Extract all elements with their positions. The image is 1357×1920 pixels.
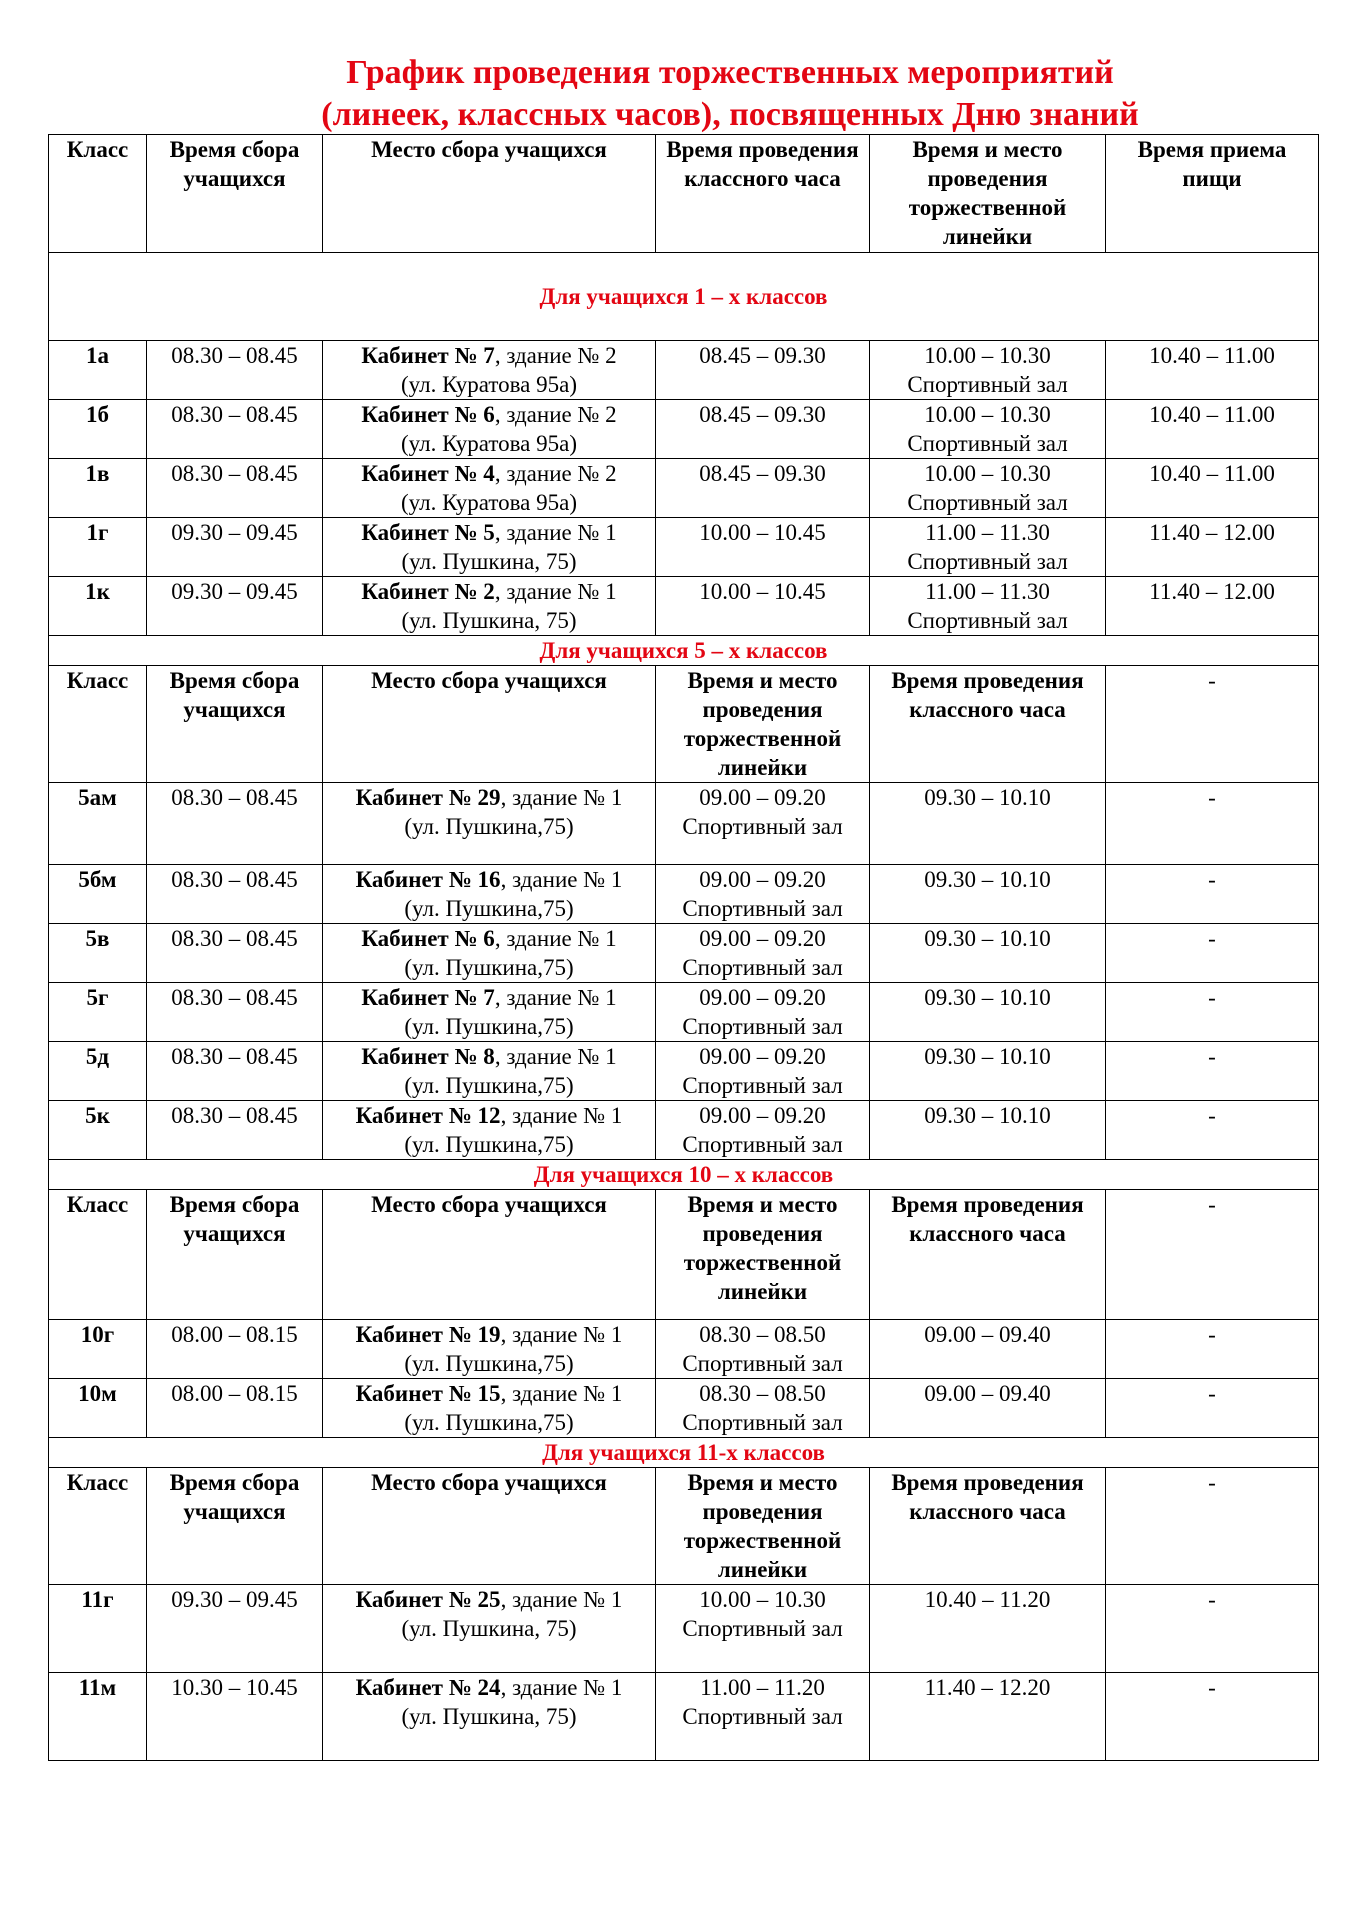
gather-place-line-1 xyxy=(327,1320,651,1349)
col5-cell xyxy=(870,1585,1106,1673)
header-class-hour-time: Время проведения классного часа xyxy=(870,1468,1106,1585)
gather-place-cell xyxy=(323,1320,656,1379)
header-gather-time: Время сбора учащихся xyxy=(147,666,323,783)
gather-time-cell: 08.30 – 08.45 xyxy=(147,1042,323,1101)
col6-cell: - xyxy=(1106,865,1319,924)
header-class: Класс xyxy=(49,135,147,253)
address: (ул. Пушкина, 75) xyxy=(401,549,577,574)
col6-cell: - xyxy=(1106,924,1319,983)
col5-cell-line-1: 10.00 – 10.30 xyxy=(924,461,1051,486)
header-gather-time: Время сбора учащихся xyxy=(147,1468,323,1585)
gather-time-cell: 08.00 – 08.15 xyxy=(147,1379,323,1438)
col4-cell-line-1: 11.00 – 11.20 xyxy=(700,1675,825,1700)
section-title-row xyxy=(49,1160,1319,1190)
room-number: Кабинет № 12 xyxy=(355,1103,501,1128)
gather-time-cell: 09.30 – 09.45 xyxy=(147,577,323,636)
col5-cell xyxy=(870,400,1106,459)
gather-place-cell xyxy=(323,783,656,865)
building-number: , здание № 1 xyxy=(500,1381,623,1406)
document-title xyxy=(0,52,1357,136)
class-cell: 11г xyxy=(49,1585,147,1673)
room-number: Кабинет № 6 xyxy=(361,926,495,951)
address: (ул. Куратова 95а) xyxy=(401,372,577,397)
gather-time-cell: 08.30 – 08.45 xyxy=(147,1101,323,1160)
col4-cell-line-2: Спортивный зал xyxy=(682,1410,843,1435)
col5-cell-line-1: 10.40 – 11.20 xyxy=(924,1587,1051,1612)
col4-cell-line-2: Спортивный зал xyxy=(682,896,843,921)
class-cell: 5ам xyxy=(49,783,147,865)
col4-cell xyxy=(656,983,870,1042)
col5-cell xyxy=(870,341,1106,400)
gather-place-line-1 xyxy=(327,1673,651,1702)
col6-cell: - xyxy=(1106,1673,1319,1761)
header-class-hour-time: Время проведения классного часа xyxy=(870,666,1106,783)
gather-time-cell: 08.00 – 08.15 xyxy=(147,1320,323,1379)
class-cell: 5бм xyxy=(49,865,147,924)
class-cell: 1г xyxy=(49,518,147,577)
room-number: Кабинет № 24 xyxy=(355,1675,501,1700)
header-gather-place: Место сбора учащихся xyxy=(323,1468,656,1585)
col4-cell xyxy=(656,1585,870,1673)
col5-cell xyxy=(870,983,1106,1042)
col4-cell-line-1: 09.00 – 09.20 xyxy=(699,926,826,951)
header-gather-place: Место сбора учащихся xyxy=(323,1190,656,1320)
gather-place-line-1 xyxy=(327,924,651,953)
col5-cell-line-1: 09.30 – 10.10 xyxy=(924,867,1051,892)
col4-cell-line-1: 09.00 – 09.20 xyxy=(699,1044,826,1069)
col5-cell-line-1: 09.30 – 10.10 xyxy=(924,985,1051,1010)
header-empty: - xyxy=(1106,1190,1319,1320)
section-title: Для учащихся 10 – х классов xyxy=(49,1160,1319,1190)
header-empty: - xyxy=(1106,666,1319,783)
gather-place-cell xyxy=(323,1101,656,1160)
col5-cell xyxy=(870,1673,1106,1761)
col6-cell: 10.40 – 11.00 xyxy=(1106,400,1319,459)
room-number: Кабинет № 8 xyxy=(361,1044,495,1069)
col5-cell xyxy=(870,459,1106,518)
header-class-hour-time: Время проведения классного часа xyxy=(656,135,870,253)
col4-cell-line-2: Спортивный зал xyxy=(682,814,843,839)
gather-place-line-1 xyxy=(327,1101,651,1130)
gather-time-cell: 08.30 – 08.45 xyxy=(147,459,323,518)
section-title-row xyxy=(49,253,1319,341)
table-row xyxy=(49,577,1319,636)
col5-cell-line-1: 11.40 – 12.20 xyxy=(924,1675,1051,1700)
class-cell: 11м xyxy=(49,1673,147,1761)
col5-cell xyxy=(870,518,1106,577)
col4-cell xyxy=(656,1379,870,1438)
room-number: Кабинет № 7 xyxy=(361,343,495,368)
col4-cell xyxy=(656,400,870,459)
section-header-row xyxy=(49,1190,1319,1320)
gather-place-line-1 xyxy=(327,1042,651,1071)
col6-cell: 10.40 – 11.00 xyxy=(1106,459,1319,518)
header-ceremony-time-place: Время и место проведения торжественной линейки xyxy=(656,1468,870,1585)
table-row xyxy=(49,1042,1319,1101)
class-cell: 5д xyxy=(49,1042,147,1101)
room-number: Кабинет № 6 xyxy=(361,402,495,427)
col4-cell xyxy=(656,341,870,400)
col5-cell-line-1: 09.00 – 09.40 xyxy=(924,1381,1051,1406)
gather-time-cell: 08.30 – 08.45 xyxy=(147,865,323,924)
gather-time-cell: 08.30 – 08.45 xyxy=(147,983,323,1042)
col5-cell xyxy=(870,1101,1106,1160)
section-title: Для учащихся 5 – х классов xyxy=(49,636,1319,666)
table-row xyxy=(49,1379,1319,1438)
col5-cell-line-1: 11.00 – 11.30 xyxy=(925,520,1050,545)
section-header-row xyxy=(49,1468,1319,1585)
class-cell: 10г xyxy=(49,1320,147,1379)
table-row xyxy=(49,400,1319,459)
table-header-row xyxy=(49,135,1319,253)
building-number: , здание № 1 xyxy=(494,1044,617,1069)
header-class: Класс xyxy=(49,1190,147,1320)
address: (ул. Куратова 95а) xyxy=(401,431,577,456)
section-title-row xyxy=(49,1438,1319,1468)
col4-cell-line-1: 08.45 – 09.30 xyxy=(699,343,826,368)
header-gather-place: Место сбора учащихся xyxy=(323,666,656,783)
col5-cell-line-1: 11.00 – 11.30 xyxy=(925,579,1050,604)
col5-cell-line-1: 10.00 – 10.30 xyxy=(924,343,1051,368)
col5-cell-line-2: Спортивный зал xyxy=(907,608,1068,633)
header-meal-time: Время приема пищи xyxy=(1106,135,1319,253)
col4-cell xyxy=(656,783,870,865)
col5-cell xyxy=(870,577,1106,636)
table-row xyxy=(49,1585,1319,1673)
col4-cell xyxy=(656,459,870,518)
building-number: , здание № 1 xyxy=(494,520,617,545)
address: (ул. Пушкина,75) xyxy=(404,1410,574,1435)
gather-place-cell xyxy=(323,865,656,924)
header-class-hour-time: Время проведения классного часа xyxy=(870,1190,1106,1320)
building-number: , здание № 1 xyxy=(500,785,623,810)
section-title-row xyxy=(49,636,1319,666)
address: (ул. Пушкина, 75) xyxy=(401,1704,577,1729)
building-number: , здание № 2 xyxy=(494,343,617,368)
address: (ул. Пушкина,75) xyxy=(404,1351,574,1376)
gather-place-cell xyxy=(323,924,656,983)
section-title: Для учащихся 11-х классов xyxy=(49,1438,1319,1468)
col6-cell: - xyxy=(1106,1042,1319,1101)
col4-cell-line-1: 08.30 – 08.50 xyxy=(699,1381,826,1406)
header-class: Класс xyxy=(49,666,147,783)
col4-cell-line-2: Спортивный зал xyxy=(682,955,843,980)
section-title: Для учащихся 1 – х классов xyxy=(49,253,1319,341)
col5-cell xyxy=(870,783,1106,865)
gather-place-cell xyxy=(323,518,656,577)
header-gather-place: Место сбора учащихся xyxy=(323,135,656,253)
gather-place-cell xyxy=(323,400,656,459)
address: (ул. Пушкина,75) xyxy=(404,896,574,921)
col4-cell-line-2: Спортивный зал xyxy=(682,1014,843,1039)
gather-place-line-1 xyxy=(327,459,651,488)
col4-cell-line-1: 08.45 – 09.30 xyxy=(699,402,826,427)
table-row xyxy=(49,865,1319,924)
table-row xyxy=(49,783,1319,865)
building-number: , здание № 2 xyxy=(494,402,617,427)
table-row xyxy=(49,1673,1319,1761)
gather-time-cell: 08.30 – 08.45 xyxy=(147,783,323,865)
room-number: Кабинет № 5 xyxy=(361,520,495,545)
room-number: Кабинет № 4 xyxy=(361,461,495,486)
col4-cell-line-1: 10.00 – 10.45 xyxy=(699,520,826,545)
room-number: Кабинет № 16 xyxy=(355,867,501,892)
header-gather-time: Время сбора учащихся xyxy=(147,135,323,253)
gather-time-cell: 09.30 – 09.45 xyxy=(147,518,323,577)
col6-cell: - xyxy=(1106,983,1319,1042)
col4-cell-line-1: 09.00 – 09.20 xyxy=(699,1103,826,1128)
gather-place-cell xyxy=(323,1585,656,1673)
table-row xyxy=(49,518,1319,577)
col5-cell-line-1: 09.30 – 10.10 xyxy=(924,926,1051,951)
col5-cell xyxy=(870,1320,1106,1379)
col4-cell-line-1: 09.00 – 09.20 xyxy=(699,867,826,892)
col4-cell xyxy=(656,1101,870,1160)
col6-cell: 11.40 – 12.00 xyxy=(1106,577,1319,636)
address: (ул. Пушкина,75) xyxy=(404,955,574,980)
building-number: , здание № 1 xyxy=(500,1675,623,1700)
building-number: , здание № 1 xyxy=(500,1587,623,1612)
col4-cell-line-1: 10.00 – 10.45 xyxy=(699,579,826,604)
building-number: , здание № 2 xyxy=(494,461,617,486)
room-number: Кабинет № 15 xyxy=(355,1381,501,1406)
gather-place-cell xyxy=(323,1042,656,1101)
title-line-1: График проведения торжественных мероприятий xyxy=(346,54,1114,91)
class-cell: 1б xyxy=(49,400,147,459)
col4-cell xyxy=(656,518,870,577)
gather-place-cell xyxy=(323,1673,656,1761)
table-row xyxy=(49,1320,1319,1379)
class-cell: 1а xyxy=(49,341,147,400)
col5-cell xyxy=(870,1379,1106,1438)
col5-cell xyxy=(870,865,1106,924)
building-number: , здание № 1 xyxy=(494,926,617,951)
class-cell: 5в xyxy=(49,924,147,983)
col6-cell: - xyxy=(1106,1379,1319,1438)
room-number: Кабинет № 19 xyxy=(355,1322,501,1347)
class-cell: 1в xyxy=(49,459,147,518)
address: (ул. Куратова 95а) xyxy=(401,490,577,515)
col4-cell-line-2: Спортивный зал xyxy=(682,1704,843,1729)
gather-place-line-1 xyxy=(327,1379,651,1408)
gather-place-cell xyxy=(323,459,656,518)
header-class: Класс xyxy=(49,1468,147,1585)
building-number: , здание № 1 xyxy=(494,579,617,604)
class-cell: 1к xyxy=(49,577,147,636)
class-cell: 5г xyxy=(49,983,147,1042)
gather-time-cell: 08.30 – 08.45 xyxy=(147,924,323,983)
col4-cell-line-2: Спортивный зал xyxy=(682,1132,843,1157)
header-empty: - xyxy=(1106,1468,1319,1585)
col4-cell xyxy=(656,1673,870,1761)
col5-cell-line-2: Спортивный зал xyxy=(907,490,1068,515)
col4-cell-line-1: 08.45 – 09.30 xyxy=(699,461,826,486)
gather-place-line-1 xyxy=(327,577,651,606)
building-number: , здание № 1 xyxy=(500,1322,623,1347)
col5-cell-line-1: 09.00 – 09.40 xyxy=(924,1322,1051,1347)
gather-place-cell xyxy=(323,1379,656,1438)
col5-cell xyxy=(870,1042,1106,1101)
gather-place-line-1 xyxy=(327,341,651,370)
col4-cell xyxy=(656,1320,870,1379)
building-number: , здание № 1 xyxy=(494,985,617,1010)
header-ceremony-time-place: Время и место проведения торжественной линейки xyxy=(870,135,1106,253)
gather-place-line-1 xyxy=(327,1585,651,1614)
col6-cell: 10.40 – 11.00 xyxy=(1106,341,1319,400)
address: (ул. Пушкина, 75) xyxy=(401,608,577,633)
col5-cell-line-1: 09.30 – 10.10 xyxy=(924,1103,1051,1128)
col6-cell: - xyxy=(1106,1320,1319,1379)
gather-place-line-1 xyxy=(327,783,651,812)
room-number: Кабинет № 2 xyxy=(361,579,495,604)
col6-cell: 11.40 – 12.00 xyxy=(1106,518,1319,577)
col4-cell xyxy=(656,1042,870,1101)
class-cell: 10м xyxy=(49,1379,147,1438)
address: (ул. Пушкина,75) xyxy=(404,1073,574,1098)
title-line-2: (линеек, классных часов), посвященных Дню знаний xyxy=(321,96,1139,133)
schedule-table xyxy=(48,134,1319,1761)
col4-cell-line-1: 08.30 – 08.50 xyxy=(699,1322,826,1347)
building-number: , здание № 1 xyxy=(500,1103,623,1128)
header-ceremony-time-place: Время и место проведения торжественной линейки xyxy=(656,666,870,783)
col5-cell xyxy=(870,924,1106,983)
table-row xyxy=(49,924,1319,983)
header-ceremony-time-place: Время и место проведения торжественной линейки xyxy=(656,1190,870,1320)
gather-time-cell: 08.30 – 08.45 xyxy=(147,341,323,400)
col4-cell-line-1: 09.00 – 09.20 xyxy=(699,785,826,810)
gather-place-line-1 xyxy=(327,865,651,894)
col5-cell-line-1: 09.30 – 10.10 xyxy=(924,1044,1051,1069)
col4-cell-line-2: Спортивный зал xyxy=(682,1616,843,1641)
section-header-row xyxy=(49,666,1319,783)
schedule-table-body xyxy=(49,135,1319,1761)
table-row xyxy=(49,341,1319,400)
col5-cell-line-2: Спортивный зал xyxy=(907,431,1068,456)
table-row xyxy=(49,459,1319,518)
col5-cell-line-1: 09.30 – 10.10 xyxy=(924,785,1051,810)
gather-place-cell xyxy=(323,341,656,400)
class-cell: 5к xyxy=(49,1101,147,1160)
col6-cell: - xyxy=(1106,783,1319,865)
gather-time-cell: 08.30 – 08.45 xyxy=(147,400,323,459)
room-number: Кабинет № 29 xyxy=(355,785,501,810)
gather-place-line-1 xyxy=(327,983,651,1012)
col6-cell: - xyxy=(1106,1101,1319,1160)
gather-place-line-1 xyxy=(327,400,651,429)
col4-cell-line-1: 09.00 – 09.20 xyxy=(699,985,826,1010)
address: (ул. Пушкина,75) xyxy=(404,1132,574,1157)
col4-cell xyxy=(656,865,870,924)
col4-cell xyxy=(656,924,870,983)
header-gather-time: Время сбора учащихся xyxy=(147,1190,323,1320)
col5-cell-line-2: Спортивный зал xyxy=(907,549,1068,574)
building-number: , здание № 1 xyxy=(500,867,623,892)
address: (ул. Пушкина, 75) xyxy=(401,1616,577,1641)
col5-cell-line-1: 10.00 – 10.30 xyxy=(924,402,1051,427)
gather-time-cell: 10.30 – 10.45 xyxy=(147,1673,323,1761)
gather-place-cell xyxy=(323,983,656,1042)
col4-cell xyxy=(656,577,870,636)
table-row xyxy=(49,983,1319,1042)
gather-place-line-1 xyxy=(327,518,651,547)
col5-cell-line-2: Спортивный зал xyxy=(907,372,1068,397)
address: (ул. Пушкина,75) xyxy=(404,1014,574,1039)
gather-time-cell: 09.30 – 09.45 xyxy=(147,1585,323,1673)
col6-cell: - xyxy=(1106,1585,1319,1673)
col4-cell-line-2: Спортивный зал xyxy=(682,1073,843,1098)
col4-cell-line-1: 10.00 – 10.30 xyxy=(699,1587,826,1612)
table-row xyxy=(49,1101,1319,1160)
room-number: Кабинет № 25 xyxy=(355,1587,501,1612)
col4-cell-line-2: Спортивный зал xyxy=(682,1351,843,1376)
address: (ул. Пушкина,75) xyxy=(404,814,574,839)
gather-place-cell xyxy=(323,577,656,636)
room-number: Кабинет № 7 xyxy=(361,985,495,1010)
